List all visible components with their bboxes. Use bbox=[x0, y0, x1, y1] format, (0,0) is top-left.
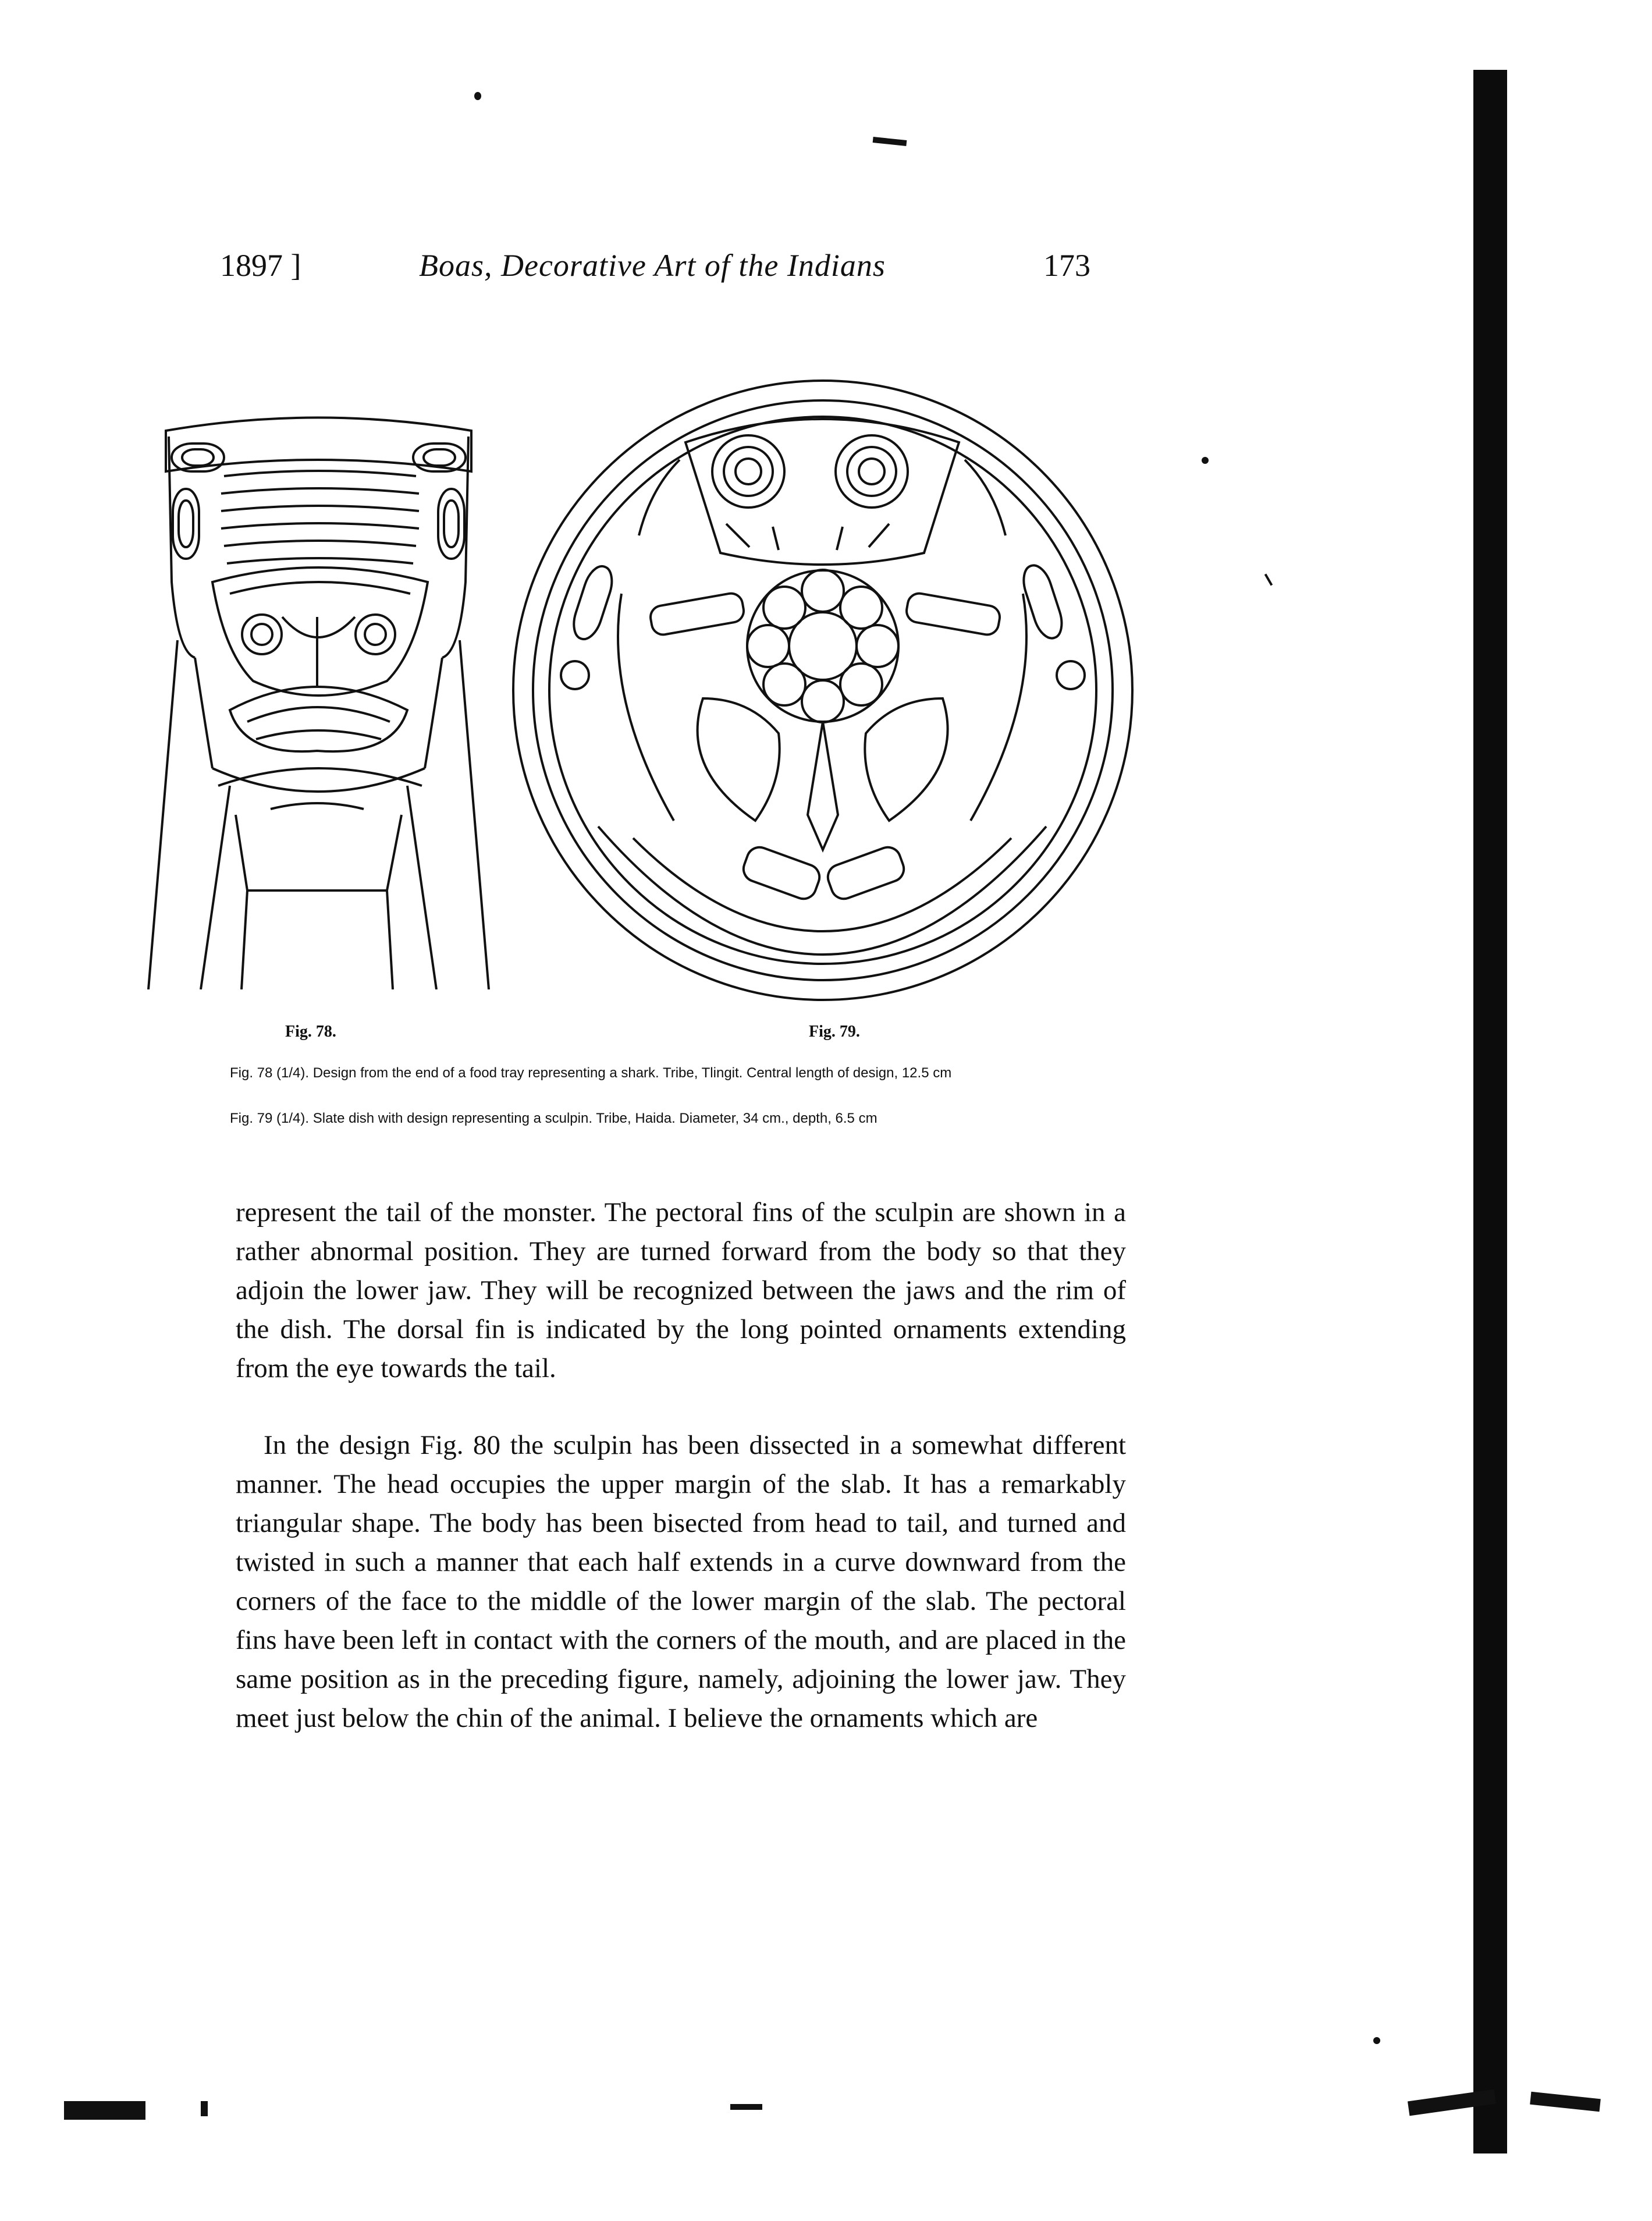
scan-mark bbox=[1530, 2092, 1601, 2112]
figure-79-label: Fig. 79. bbox=[809, 1023, 860, 1041]
scan-mark bbox=[201, 2101, 208, 2116]
scan-mark bbox=[64, 2101, 145, 2120]
running-header-year: 1897 ] bbox=[220, 248, 301, 283]
running-header-title: Boas, Decorative Art of the Indians bbox=[419, 248, 886, 283]
figure-78-caption: Fig. 78 (1/4). Design from the end of a food tray representing a shark. Tribe, Tlingit. Central length of design, 12.5 cm bbox=[230, 1065, 952, 1081]
figure-78-label: Fig. 78. bbox=[285, 1023, 336, 1041]
scan-edge-shadow bbox=[1473, 70, 1507, 2153]
scan-mark bbox=[730, 2104, 762, 2110]
page-number: 173 bbox=[1043, 248, 1090, 283]
body-paragraph-2: In the design Fig. 80 the sculpin has been dissected in a somewhat different manner. The head occupies the upper margin of the slab. It has a remarkably triangular shape. The body has been bisected from head to tail, and turned and twisted in such a manner that each half extends in a curve downward from the corners of the face to the middle of the lower margin of the slab. The pectoral fins have been left in contact with the corners of the mouth, and are placed in the same position as in the preceding figure, namely, adjoining the lower jaw. They meet just below the chin of the animal. I believe the ornaments which are bbox=[236, 1430, 1126, 1733]
scan-speck bbox=[1373, 2037, 1380, 2044]
figure-78-shark-illustration bbox=[143, 407, 495, 989]
figure-79-caption: Fig. 79 (1/4). Slate dish with design representing a sculpin. Tribe, Haida. Diameter, 34 cm., depth, 6.5 cm bbox=[230, 1110, 877, 1126]
scan-speck bbox=[1202, 457, 1209, 464]
scan-speck bbox=[474, 92, 481, 100]
figure-79-sculpin-illustration bbox=[505, 372, 1141, 1008]
scan-mark bbox=[873, 137, 907, 146]
scan-mark bbox=[1264, 573, 1273, 586]
body-paragraph-1: represent the tail of the monster. The pectoral fins of the sculpin are shown in a rather abnormal position. They are turned forward from the body so that they adjoin the lower jaw. They will be recognized between the jaws and the rim of the dish. The dorsal fin is indicated by the long pointed ornaments extending from the eye towards the tail. bbox=[236, 1197, 1126, 1383]
